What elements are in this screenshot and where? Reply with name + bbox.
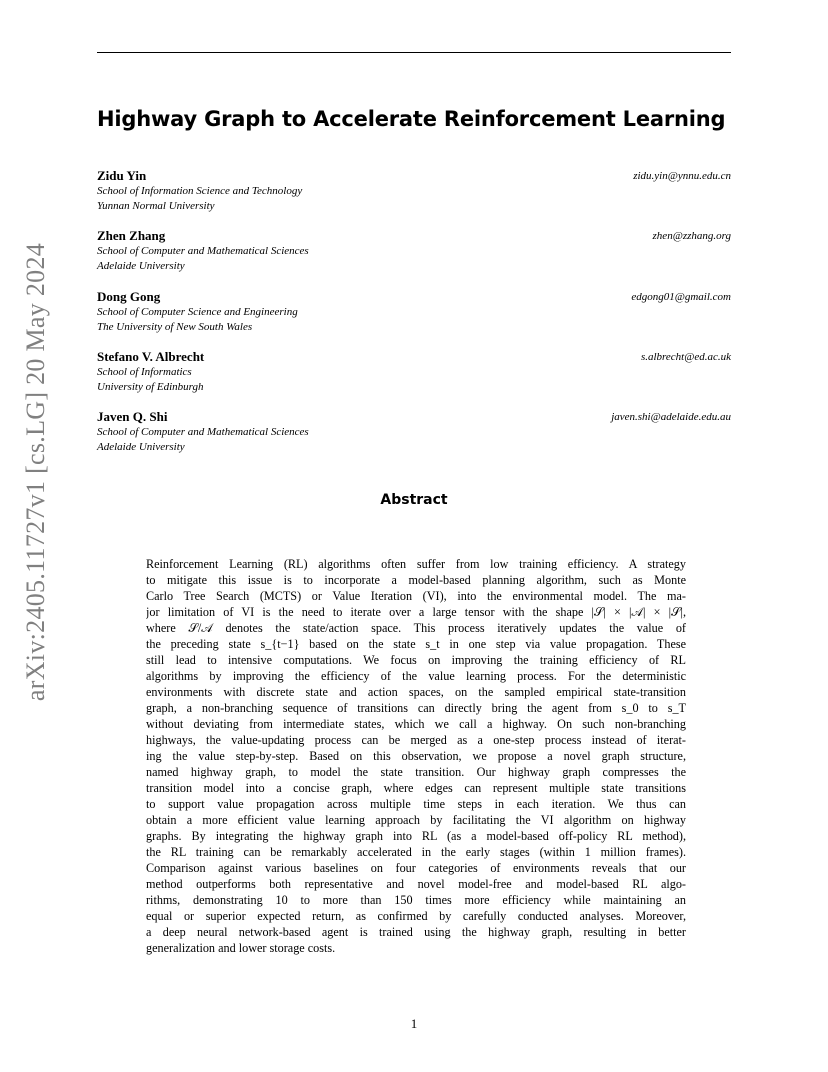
paper-title: Highway Graph to Accelerate Reinforcement Learning [97,107,726,131]
abstract-line: without deviating from intermediate states, which we call a highway. On such non-branching [146,717,686,731]
author-affiliation-institution: Yunnan Normal University [97,200,215,212]
abstract-line: algorithms by improving the efficiency of the value learning process. For the deterministic [146,669,686,683]
author-affiliation-institution: University of Edinburgh [97,381,204,393]
page-number: 1 [410,1016,418,1031]
abstract-line: graphs. By integrating the highway graph into RL (as a model-based off-policy RL method), [146,829,686,843]
abstract-line: method outperforms both representative and novel model-free and model-based RL algo- [146,877,686,891]
author-email: zhen@zzhang.org [652,230,731,242]
abstract-line: still lead to intensive computations. We focus on improving the training efficiency of RL [146,653,686,667]
abstract-line: the RL training can be remarkably accelerated in the early stages (within 1 million frames). [146,845,686,859]
abstract-line: where 𝒮/𝒜 denotes the state/action space. This process iteratively updates the value of [146,621,686,635]
arxiv-stamp: arXiv:2405.11727v1 [cs.LG] 20 May 2024 [21,242,50,702]
author-affiliation-department: School of Informatics [97,366,192,378]
abstract-line: generalization and lower storage costs. [146,941,336,955]
abstract-line: Comparison against various baselines on four categories of environments reveals that our [146,861,686,875]
author-affiliation-institution: Adelaide University [97,441,185,453]
abstract-line: transition model into a concise graph, where edges can represent multiple state transitions [146,781,686,795]
author-name: Dong Gong [97,289,161,304]
author-affiliation-department: School of Computer and Mathematical Sciences [97,245,309,257]
abstract-line: Reinforcement Learning (RL) algorithms often suffer from low training efficiency. A strategy [146,557,686,571]
author-affiliation-department: School of Information Science and Technology [97,185,303,197]
abstract-line: named highway graph, to model the state transition. Our highway graph compresses the [146,765,686,779]
author-affiliation-department: School of Computer Science and Engineering [97,306,298,318]
abstract-line: rithms, demonstrating 10 to more than 150 times more efficiency while maintaining an [146,893,686,907]
author-affiliation-institution: The University of New South Wales [97,321,253,333]
author-name: Zhen Zhang [97,228,166,243]
abstract-line: ing the value step-by-step. Based on this observation, we propose a novel graph structure, [146,749,686,763]
author-email: edgong01@gmail.com [631,291,731,303]
abstract-line: to mitigate this issue is to incorporate a model-based planning algorithm, such as Monte [146,573,686,587]
author-name: Stefano V. Albrecht [97,349,205,364]
abstract-line: the preceding state s_{t−1} based on the state s_t in one step via value propagation. These [146,637,686,651]
abstract-line: equal or superior expected return, as confirmed by carefully conducted analyses. Moreover, [146,909,686,923]
abstract-line: obtain a more efficient value learning approach by facilitating the VI algorithm on highway [146,813,686,827]
abstract-line: a deep neural network-based agent is trained using the highway graph, resulting in better [146,925,686,939]
abstract-line: environments with discrete state and action spaces, on the sampled empirical state-transition [146,685,686,699]
top-rule [97,52,731,53]
author-affiliation-department: School of Computer and Mathematical Sciences [97,426,309,438]
author-email: javen.shi@adelaide.edu.au [611,411,731,423]
abstract-line: to support value propagation across multiple time steps in each iteration. We thus can [146,797,686,811]
author-name: Javen Q. Shi [97,409,168,424]
abstract-line: highways, the value-updating process can be merged as a one-step process instead of iterat- [146,733,686,747]
author-email: zidu.yin@ynnu.edu.cn [633,170,731,182]
abstract-line: graph, a non-branching sequence of transitions can directly bring the agent from s_0 to s_T [146,701,686,715]
author-name: Zidu Yin [97,168,147,183]
author-email: s.albrecht@ed.ac.uk [640,351,731,363]
abstract-line: jor limitation of VI is the need to iterate over a large tensor with the shape |𝒮| × |𝒜| × |𝒮|, [146,605,686,619]
abstract-heading: Abstract [380,492,448,508]
author-affiliation-institution: Adelaide University [97,260,185,272]
abstract-line: Carlo Tree Search (MCTS) or Value Iteration (VI), into the environmental model. The ma- [146,589,686,603]
